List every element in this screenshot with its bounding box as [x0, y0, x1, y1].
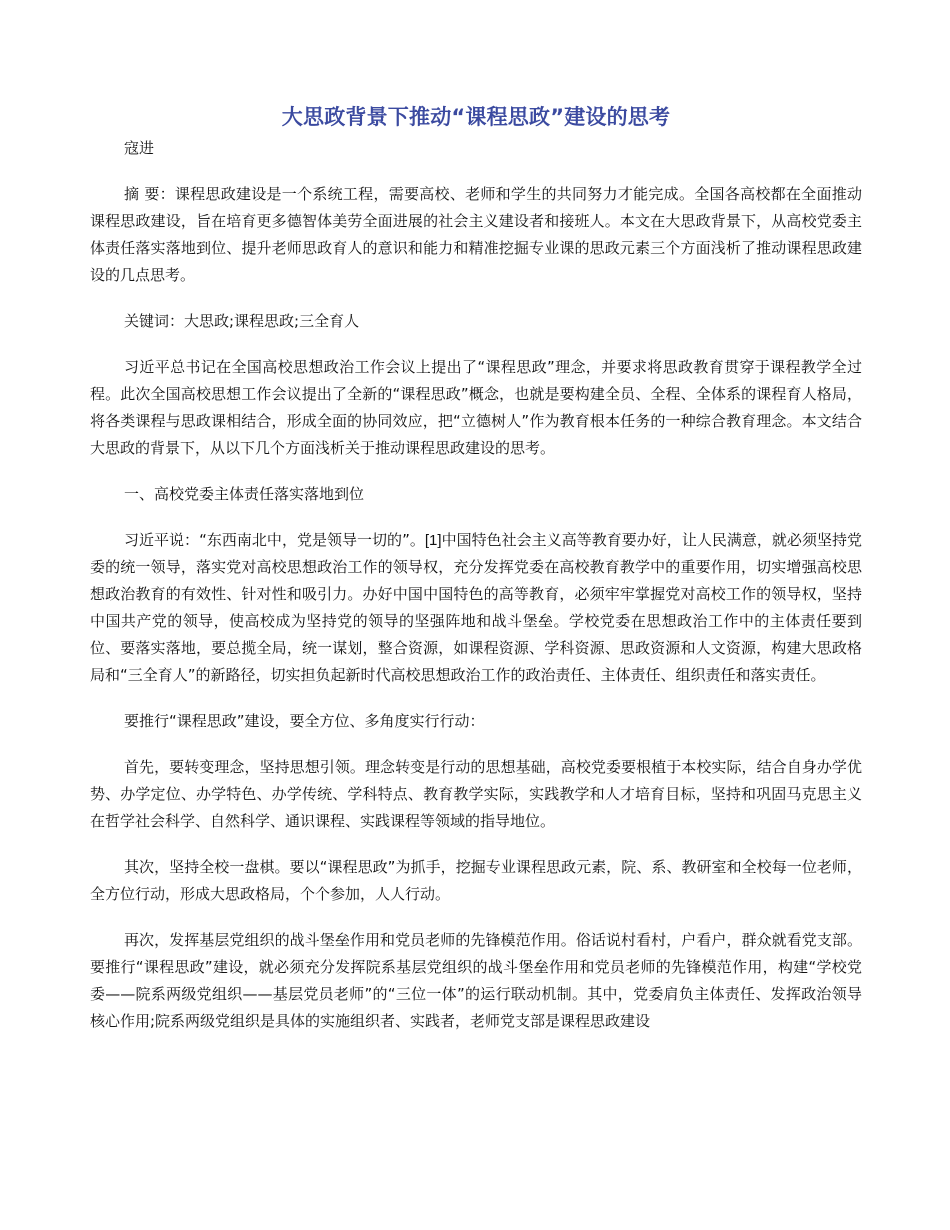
section1-paragraph-1: [90, 527, 862, 689]
paragraph-text-lead: 习近平说：“东西南北中，党是领导一切的”。: [124, 531, 425, 549]
keywords-line: 关键词：大思政;课程思政;三全育人: [124, 312, 360, 330]
intro-paragraph: 习近平总书记在全国高校思想政治工作会议上提出了“课程思政”理念，并要求将思政教育贯穿于课程教学全过程。此次全国高校思想工作会议提出了全新的“课程思政”概念，也就是要构建全员、全程、全体系的课程育人格局，将各类课程与思政课相结合，形成全面的协同效应，把“立德树人”作为教育根本任务的一种综合教育理念。本文结合大思政的背景下，从以下几个方面浅析关于推动课程思政建设的思考。: [90, 358, 862, 457]
section1-paragraph-5: 再次，发挥基层党组织的战斗堡垒作用和党员老师的先锋模范作用。俗话说村看村，户看户，群众就看党支部。要推行“课程思政”建设，就必须充分发挥院系基层党组织的战斗堡垒作用和党员老师的先锋模范作用，构建“学校党委——院系两级党组织——基层党员老师”的“三位一体”的运行联动机制。其中，党委肩负主体责任、发挥政治领导核心作用;院系两级党组织是具体的实施组织者、实践者，老师党支部是课程思政建设: [90, 931, 862, 1030]
section1-paragraph-4: 其次，坚持全校一盘棋。要以“课程思政”为抓手，挖掘专业课程思政元素，院、系、教研室和全校每一位老师，全方位行动，形成大思政格局，个个参加，人人行动。: [90, 858, 862, 903]
author-name: 寇进: [124, 139, 155, 157]
abstract-paragraph: 摘 要：课程思政建设是一个系统工程，需要高校、老师和学生的共同努力才能完成。全国各高校都在全面推动课程思政建设，旨在培育更多德智体美劳全面进展的社会主义建设者和接班人。本文在大思政背景下，从高校党委主体责任落实落地到位、提升老师思政育人的意识和能力和精准挖掘专业课的思政元素三个方面浅析了推动课程思政建设的几点思考。: [90, 185, 862, 284]
section-heading: 一、高校党委主体责任落实落地到位: [124, 485, 365, 503]
citation-marker: [1]: [424, 532, 442, 549]
section1-paragraph-2: 要推行“课程思政”建设，要全方位、多角度实行行动：: [124, 712, 485, 730]
page-title: 大思政背景下推动“课程思政”建设的思考: [281, 105, 671, 129]
section1-paragraph-3: 首先，要转变理念，坚持思想引领。理念转变是行动的思想基础，高校党委要根植于本校实际，结合自身办学优势、办学定位、办学特色、办学传统、学科特点、教育教学实际，实践教学和人才培育目标，坚持和巩固马克思主义在哲学社会科学、自然科学、通识课程、实践课程等领域的指导地位。: [90, 758, 862, 830]
document-body: [90, 100, 862, 1035]
paragraph-text-rest: 中国特色社会主义高等教育要办好，让人民满意，就必须坚持党委的统一领导，落实党对高校思想政治工作的领导权，充分发挥党委在高校教育教学中的重要作用，切实增强高校思想政治教育的有效性、针对性和吸引力。办好中国中国特色的高等教育，必须牢牢掌握党对高校工作的领导权，坚持中国共产党的领导，使高校成为坚持党的领导的坚强阵地和战斗堡垒。学校党委在思想政治工作中的主体责任要到位、要落实落地，要总揽全局，统一谋划，整合资源，如课程资源、学科资源、思政资源和人文资源，构建大思政格局和“三全育人”的新路径，切实担负起新时代高校思想政治工作的政治责任、主体责任、组织责任和落实责任。: [90, 531, 862, 684]
